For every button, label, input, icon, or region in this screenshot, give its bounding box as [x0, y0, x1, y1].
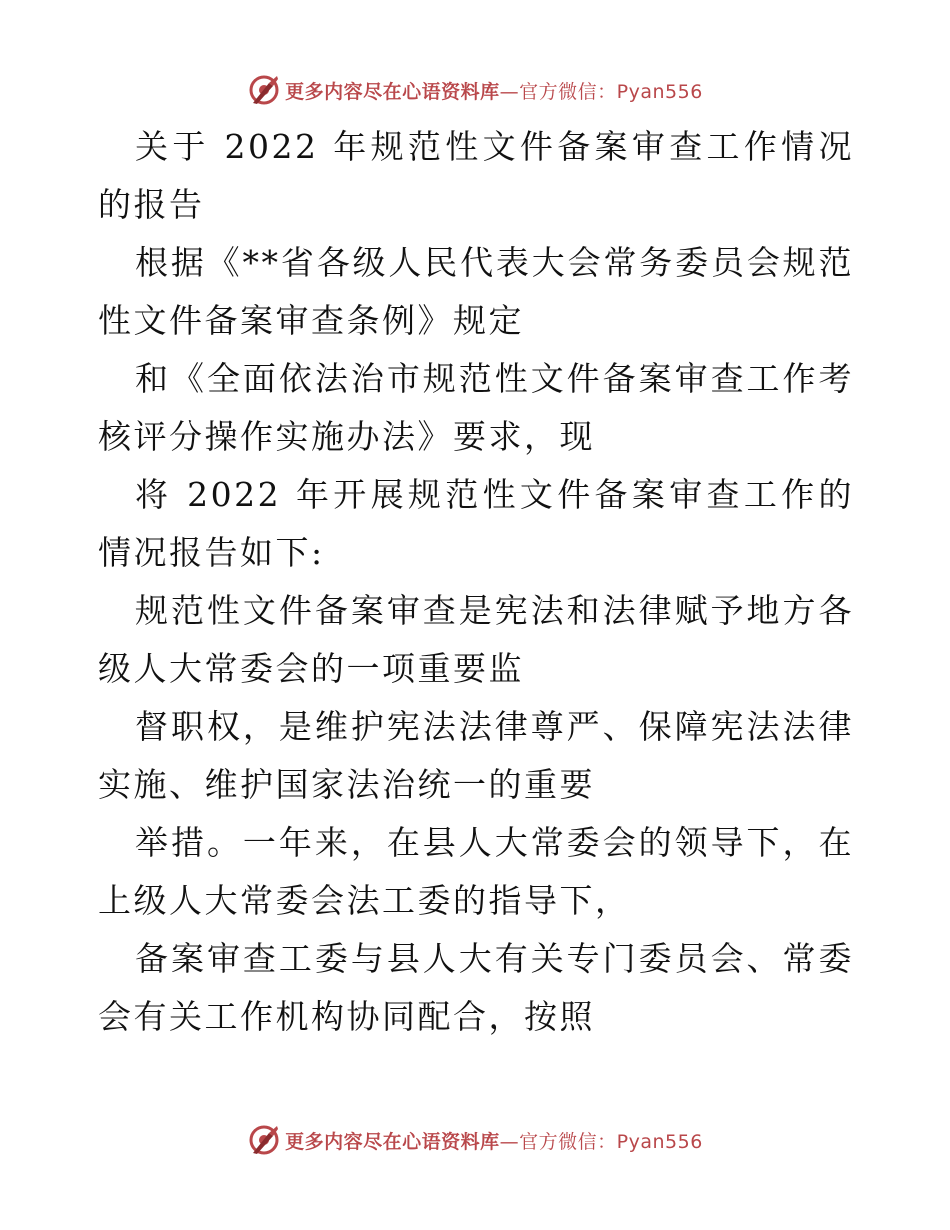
body-paragraph: 备案审查工委与县人大有关专门委员会、常委会有关工作机构协同配合，按照 [98, 939, 854, 1036]
banner-dash: — [499, 1130, 520, 1153]
banner-dash: — [499, 80, 520, 103]
banner-brand-text: 更多内容尽在心语资料库 [285, 1130, 500, 1153]
body-paragraph: 将 2022 年开展规范性文件备案审查工作的情况报告如下: [98, 475, 854, 572]
body-paragraph: 举措。一年来，在县人大常委会的领导下，在上级人大常委会法工委的指导下， [98, 823, 854, 920]
banner-contact-text: 官方微信：Pyan556 [519, 1130, 703, 1153]
brush-logo-icon [247, 73, 281, 107]
body-paragraph: 和《全面依法治市规范性文件备案审查工作考核评分操作实施办法》要求，现 [98, 359, 854, 456]
body-paragraph: 督职权，是维护宪法法律尊严、保障宪法法律实施、维护国家法治统一的重要 [98, 707, 854, 804]
body-paragraph: 根据《**省各级人民代表大会常务委员会规范性文件备案审查条例》规定 [98, 243, 854, 340]
banner-contact-text: 官方微信：Pyan556 [519, 80, 703, 103]
brush-logo-icon [247, 1123, 281, 1157]
document-title-paragraph: 关于 2022 年规范性文件备案审查工作情况的报告 [98, 127, 854, 224]
banner-brand-text: 更多内容尽在心语资料库 [285, 80, 500, 103]
footer-watermark-banner [0, 1120, 950, 1160]
document-body [98, 118, 854, 1046]
body-paragraph: 规范性文件备案审查是宪法和法律赋予地方各级人大常委会的一项重要监 [98, 591, 854, 688]
header-watermark-banner [0, 70, 950, 110]
